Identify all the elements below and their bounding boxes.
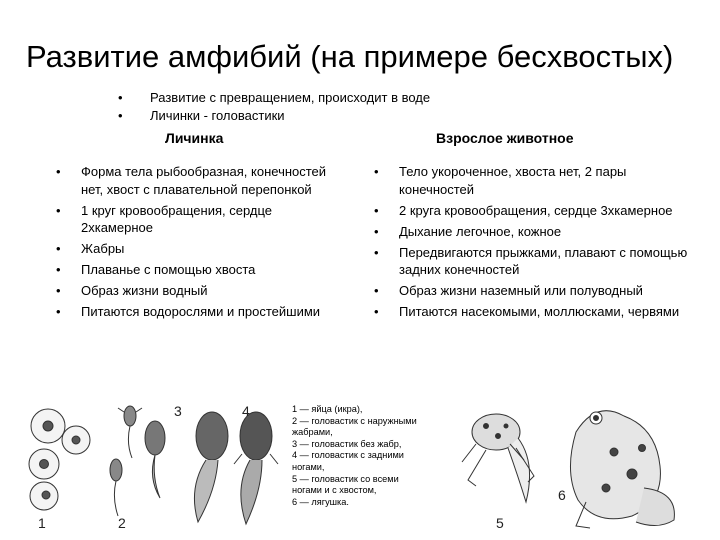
tadpole-stages-illustration: [20, 398, 282, 536]
legend-item: 3 — головастик без жабр,: [292, 438, 402, 449]
tadpole-icon: [145, 412, 278, 524]
figure-legend: [292, 404, 422, 508]
larva-item: • Питаются водорослями и простейшими: [56, 303, 346, 321]
larva-heading: Личинка: [165, 130, 224, 146]
adult-item: • 2 круга кровообращения, сердце 3хкамерное: [374, 202, 689, 220]
eggs-icon: [29, 409, 90, 510]
slide-title: Развитие амфибий (на примере бесхвостых): [26, 39, 674, 74]
stage-label: 5: [496, 515, 504, 531]
legend-item: 1 — яйца (икра),: [292, 404, 363, 414]
adult-item: • Тело укороченное, хвоста нет, 2 пары конечностей: [374, 163, 689, 198]
adult-item: • Передвигаются прыжками, плавают с помощью задних конечностей: [374, 244, 689, 279]
larva-item: • 1 круг кровообращения, сердце 2хкамерное: [56, 202, 346, 237]
intro-list: [118, 89, 430, 125]
adult-heading: Взрослое животное: [436, 130, 574, 146]
legend-item: 6 — лягушка.: [292, 496, 349, 507]
legend-item: 2 — головастик с наружными жабрами,: [292, 415, 417, 438]
larva-item: • Плаванье с помощью хвоста: [56, 261, 346, 279]
legend-item: 5 — головастик со всеми ногами и с хвостом,: [292, 473, 399, 496]
larva-list: [56, 163, 346, 324]
intro-item: • Личинки - головастики: [118, 107, 430, 125]
tadpole-gills-icon: [110, 406, 142, 516]
adult-item: • Питаются насекомыми, моллюсками, червями: [374, 303, 689, 321]
legend-item: 4 — головастик с задними ногами,: [292, 450, 404, 472]
larva-item: • Жабры: [56, 240, 346, 258]
adult-item: • Дыхание легочное, кожное: [374, 223, 689, 241]
stage-label: 3: [174, 403, 182, 419]
tadpole-with-legs-icon: [462, 414, 534, 502]
stage-label: 2: [118, 515, 126, 531]
stage-label: 1: [38, 515, 46, 531]
stage-label: 6: [558, 487, 566, 503]
adult-item: • Образ жизни наземный или полуводный: [374, 282, 689, 300]
stage-label: 4: [242, 403, 250, 419]
intro-item: • Развитие с превращением, происходит в воде: [118, 89, 430, 107]
adult-list: [374, 163, 689, 324]
larva-item: • Форма тела рыбообразная, конечностей нет, хвост с плавательной перепонкой: [56, 163, 346, 198]
frog-icon: [570, 411, 674, 528]
frog-stages-illustration: [446, 392, 708, 538]
larva-item: • Образ жизни водный: [56, 282, 346, 300]
